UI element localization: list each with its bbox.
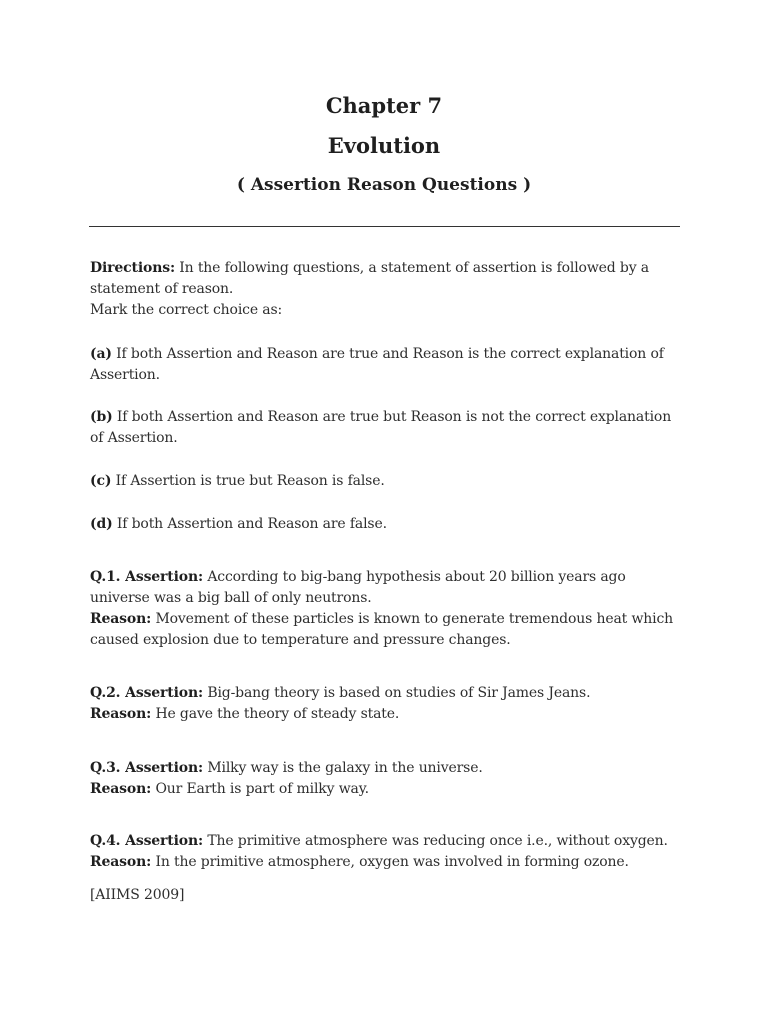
directions-mark-line: Mark the correct choice as: xyxy=(90,302,283,318)
option-line xyxy=(90,344,690,365)
assertion-label: Assertion: xyxy=(125,685,204,701)
reason-text-continued: caused explosion due to temperature and pressure changes. xyxy=(90,632,511,648)
option-key: (d) xyxy=(90,516,113,532)
option-b xyxy=(90,407,690,449)
question-number: Q.4. xyxy=(90,833,121,849)
option-key: (a) xyxy=(90,346,112,362)
directions-text: In the following questions, a statement of assertion is followed by a xyxy=(174,260,649,276)
section-subtitle: ( Assertion Reason Questions ) xyxy=(236,175,532,195)
question-number: Q.2. xyxy=(90,685,121,701)
reason-label: Reason: xyxy=(90,854,152,870)
assertion-text: The primitive atmosphere was reducing once i.e., without oxygen. xyxy=(203,833,668,849)
option-a xyxy=(90,344,690,386)
question-number: Q.3. xyxy=(90,760,121,776)
option-line xyxy=(90,514,690,535)
reason-label: Reason: xyxy=(90,706,152,722)
reason-text: In the primitive atmosphere, oxygen was involved in forming ozone. xyxy=(151,854,629,870)
assertion-line xyxy=(90,758,690,779)
option-text: If both Assertion and Reason are true and Reason is the correct explanation of xyxy=(111,346,664,362)
directions-label: Directions: xyxy=(90,260,175,276)
assertion-text: Big-bang theory is based on studies of Sir James Jeans. xyxy=(203,685,591,701)
assertion-label: Assertion: xyxy=(125,569,204,585)
assertion-label: Assertion: xyxy=(125,833,204,849)
assertion-text-continued: universe was a big ball of only neutrons. xyxy=(90,590,372,606)
option-d xyxy=(90,514,690,535)
question-2 xyxy=(90,683,690,725)
assertion-text: According to big-bang hypothesis about 20 billion years ago xyxy=(203,569,626,585)
reason-label: Reason: xyxy=(90,781,152,797)
option-text: If both Assertion and Reason are true but Reason is not the correct explanation xyxy=(112,409,672,425)
directions-text-continued: statement of reason. xyxy=(90,281,234,297)
option-c xyxy=(90,471,690,492)
assertion-line xyxy=(90,831,690,852)
option-text: If Assertion is true but Reason is false. xyxy=(111,473,385,489)
subject-heading: Evolution xyxy=(327,133,441,158)
question-number: Q.1. xyxy=(90,569,121,585)
reason-line xyxy=(90,779,690,800)
question-4 xyxy=(90,831,690,873)
directions-block xyxy=(90,258,690,321)
option-key: (c) xyxy=(90,473,112,489)
assertion-line xyxy=(90,567,690,588)
source-citation: [AIIMS 2009] xyxy=(90,887,185,903)
horizontal-divider xyxy=(89,226,680,227)
option-line xyxy=(90,471,690,492)
option-line xyxy=(90,407,690,428)
option-key: (b) xyxy=(90,409,113,425)
reason-text: He gave the theory of steady state. xyxy=(151,706,400,722)
question-1 xyxy=(90,567,690,651)
option-text-continued: of Assertion. xyxy=(90,430,178,446)
option-text: If both Assertion and Reason are false. xyxy=(112,516,387,532)
reason-text: Our Earth is part of milky way. xyxy=(151,781,369,797)
reason-line xyxy=(90,704,690,725)
assertion-text: Milky way is the galaxy in the universe. xyxy=(203,760,483,776)
reason-text: Movement of these particles is known to generate tremendous heat which xyxy=(151,611,674,627)
directions-line xyxy=(90,258,690,279)
assertion-line xyxy=(90,683,690,704)
reason-line xyxy=(90,609,690,630)
reason-label: Reason: xyxy=(90,611,152,627)
question-3 xyxy=(90,758,690,800)
chapter-heading: Chapter 7 xyxy=(325,93,443,118)
assertion-label: Assertion: xyxy=(125,760,204,776)
reason-line xyxy=(90,852,690,873)
option-text-continued: Assertion. xyxy=(90,367,160,383)
